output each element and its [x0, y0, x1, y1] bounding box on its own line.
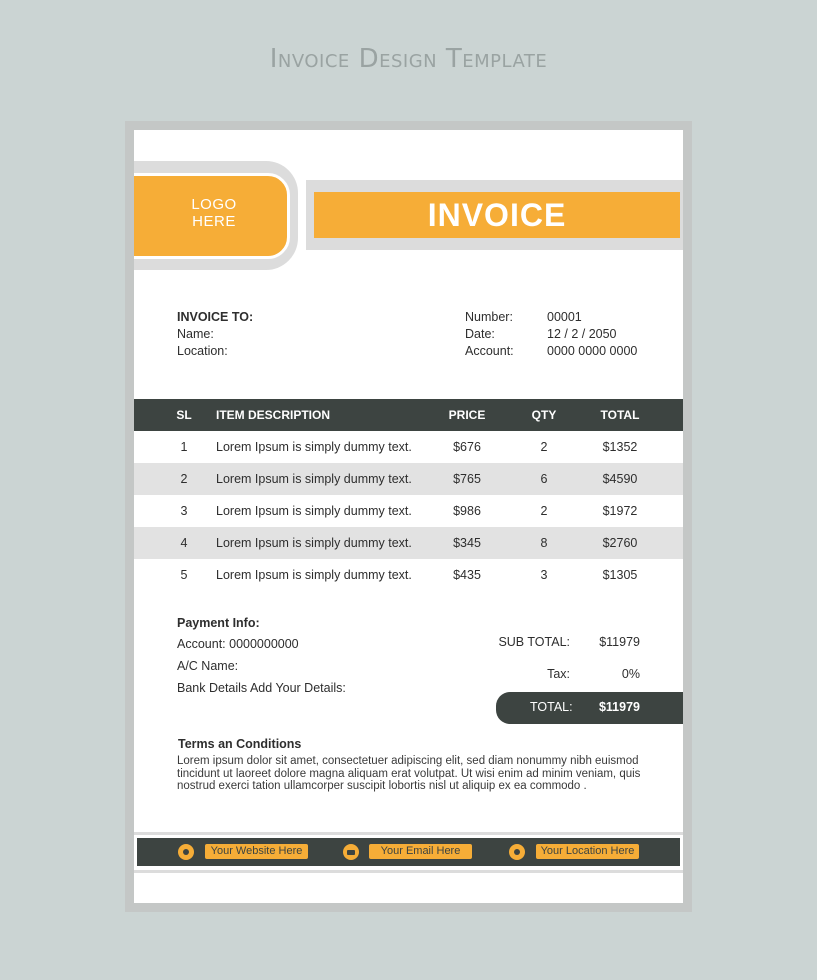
row-qty: 3 — [540, 568, 548, 582]
footer-website: Your Website Here — [205, 844, 308, 859]
row-price: $676 — [453, 440, 481, 454]
payment-title: Payment Info: — [177, 616, 260, 630]
table-header — [134, 399, 683, 431]
title-bar — [314, 192, 680, 238]
table-row — [134, 559, 683, 591]
row-sl: 5 — [180, 568, 188, 582]
table-row — [134, 463, 683, 495]
payment-ac-name: A/C Name: — [177, 659, 239, 673]
logo-line-2: HERE — [192, 213, 236, 230]
header-total: TOTAL — [600, 408, 640, 422]
meta-date-row — [465, 326, 637, 343]
invoice-sheet — [134, 130, 683, 903]
meta-account-value: 0000 0000 0000 — [547, 344, 638, 358]
table-row — [134, 527, 683, 559]
row-price: $986 — [453, 504, 481, 518]
subtotal-label: SUB TOTAL: — [498, 635, 570, 649]
page-heading: Invoice Design Template — [269, 44, 548, 74]
payment-account: Account: 0000000000 — [177, 637, 299, 651]
footer-divider-bottom — [134, 870, 683, 873]
footer-divider-top — [134, 832, 683, 835]
meta-date-value: 12 / 2 / 2050 — [547, 327, 617, 341]
row-qty: 8 — [540, 536, 548, 550]
footer-email: Your Email Here — [369, 844, 472, 859]
meta-number-row — [465, 309, 637, 326]
row-description: Lorem Ipsum is simply dummy text. — [216, 536, 412, 550]
terms-title: Terms an Conditions — [178, 737, 302, 751]
bill-to-block — [177, 309, 253, 360]
header-price: PRICE — [448, 408, 486, 422]
items-table — [134, 399, 683, 591]
subtotal-value: $11979 — [599, 635, 640, 649]
total-value: $11979 — [598, 700, 640, 714]
row-qty: 6 — [540, 472, 548, 486]
row-total: $1352 — [602, 440, 638, 454]
globe-icon — [178, 844, 194, 860]
row-sl: 3 — [180, 504, 188, 518]
row-sl: 2 — [180, 472, 188, 486]
row-qty: 2 — [540, 440, 548, 454]
row-description: Lorem Ipsum is simply dummy text. — [216, 440, 412, 454]
row-qty: 2 — [540, 504, 548, 518]
meta-number-value: 00001 — [547, 310, 582, 324]
footer-location: Your Location Here — [536, 844, 639, 859]
row-description: Lorem Ipsum is simply dummy text. — [216, 504, 412, 518]
meta-account-label: Account: — [465, 344, 514, 358]
bill-to-location: Location: — [177, 344, 228, 358]
row-price: $765 — [453, 472, 481, 486]
row-price: $435 — [453, 568, 481, 582]
email-icon — [343, 844, 359, 860]
row-price: $345 — [453, 536, 481, 550]
invoice-meta-block — [465, 309, 637, 360]
total-label: TOTAL: — [530, 700, 573, 714]
row-sl: 4 — [180, 536, 188, 550]
table-row — [134, 431, 683, 463]
tax-label: Tax: — [547, 667, 570, 681]
payment-info — [177, 616, 346, 703]
bill-to-name: Name: — [177, 327, 214, 341]
terms-body: Lorem ipsum dolor sit amet, consectetuer adipiscing elit, sed diam nonummy nibh euismod tincidunt ut laoreet dolore magna aliquam erat volutpat. Ut wisi enim ad minim veniam, quis nostrud exerci tation ullamcorper suscipit lobortis nisl ut aliquip ex ea commodo . — [177, 755, 641, 792]
header-description: ITEM DESCRIPTION — [216, 408, 331, 422]
row-description: Lorem Ipsum is simply dummy text. — [216, 568, 412, 582]
meta-account-row — [465, 343, 637, 360]
payment-bank: Bank Details Add Your Details: — [177, 681, 346, 695]
bill-to-heading: INVOICE TO: — [177, 310, 254, 324]
header-sl: SL — [176, 408, 192, 422]
invoice-title: INVOICE — [427, 196, 567, 233]
tax-value: 0% — [621, 667, 640, 681]
logo-line-1: LOGO — [191, 196, 237, 213]
row-total: $1305 — [602, 568, 638, 582]
row-sl: 1 — [180, 440, 188, 454]
row-total: $4590 — [602, 472, 638, 486]
row-description: Lorem Ipsum is simply dummy text. — [216, 472, 412, 486]
meta-date-label: Date: — [465, 327, 495, 341]
logo-text — [174, 196, 254, 230]
location-pin-icon — [509, 844, 525, 860]
table-row — [134, 495, 683, 527]
row-total: $1972 — [602, 504, 638, 518]
meta-number-label: Number: — [465, 310, 513, 324]
header-qty: QTY — [531, 408, 557, 422]
row-total: $2760 — [602, 536, 638, 550]
